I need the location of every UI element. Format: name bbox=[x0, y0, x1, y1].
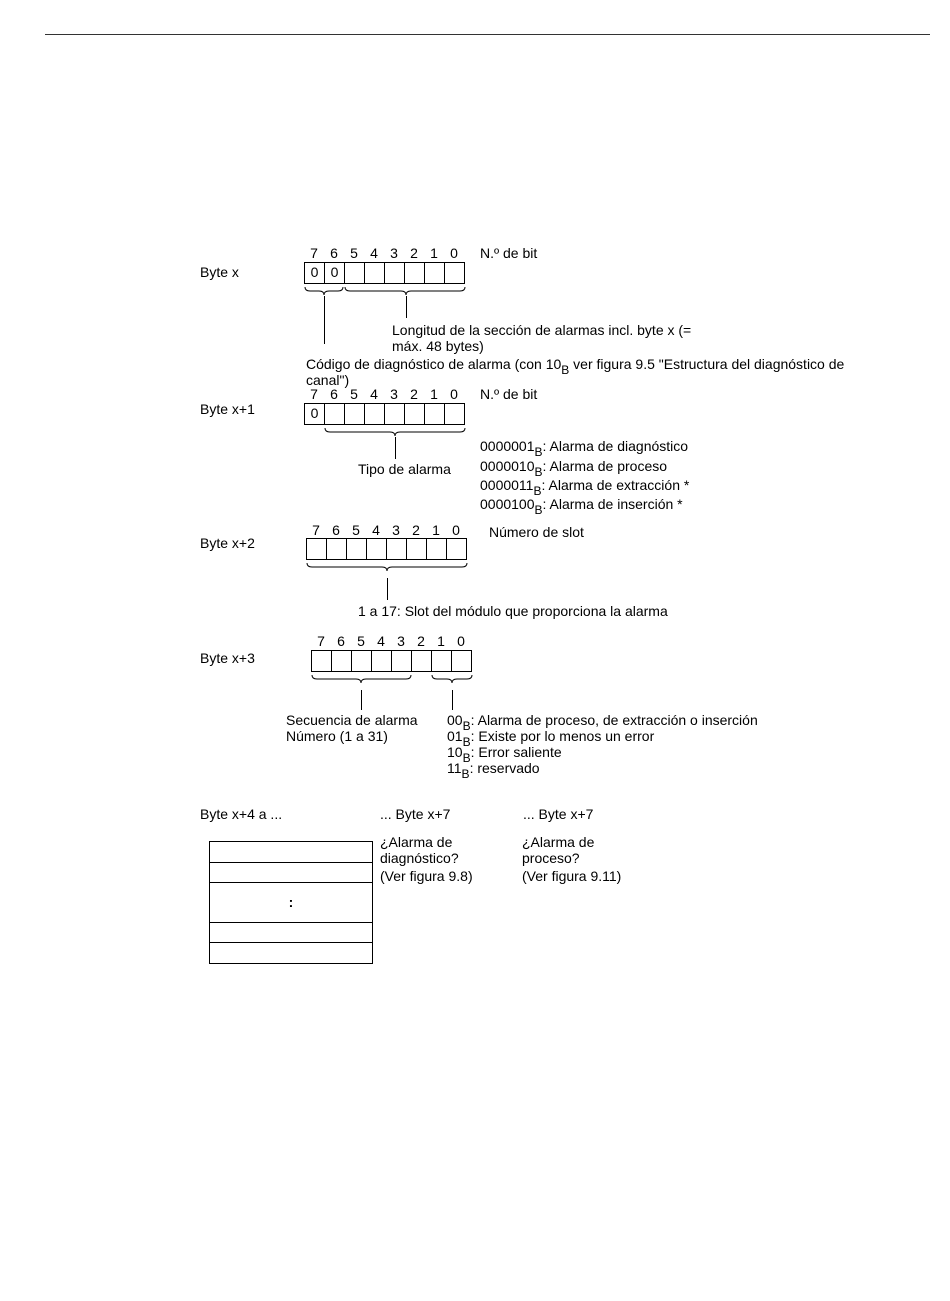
sequence-range: Número (1 a 31) bbox=[286, 728, 388, 744]
bit-cell bbox=[345, 263, 365, 283]
leader-line bbox=[361, 690, 362, 710]
bit-cell bbox=[332, 651, 352, 671]
bit-number: 5 bbox=[350, 245, 358, 261]
sequence-label: Secuencia de alarma bbox=[286, 712, 418, 728]
bit-number: 0 bbox=[450, 245, 458, 261]
bit-number: 7 bbox=[310, 245, 318, 261]
header-rule bbox=[45, 34, 930, 35]
bit-number: 4 bbox=[370, 386, 378, 402]
bit-cell bbox=[432, 651, 452, 671]
brace-bits-7-0 bbox=[306, 562, 468, 572]
bit-cell bbox=[372, 651, 392, 671]
byte-x3-register bbox=[311, 650, 472, 672]
bit-number: 2 bbox=[410, 245, 418, 261]
alarm-type-label: Tipo de alarma bbox=[358, 461, 451, 477]
bit-cell bbox=[452, 651, 472, 671]
bit-number: 7 bbox=[317, 633, 325, 649]
bit-numbers-byte-x3 bbox=[311, 633, 473, 649]
byte-x7-label-diag: ... Byte x+7 bbox=[380, 806, 451, 822]
bit-number: 1 bbox=[430, 386, 438, 402]
byte-x4-label: Byte x+4 a ... bbox=[200, 806, 283, 822]
byte-x-label: Byte x bbox=[200, 264, 239, 280]
bit-numbers-byte-x bbox=[304, 245, 466, 261]
bit-number: 7 bbox=[312, 522, 320, 538]
bit-number: 5 bbox=[352, 522, 360, 538]
bit-cell bbox=[427, 539, 447, 559]
bit-cell bbox=[307, 539, 327, 559]
diag-alarm-ref: (Ver figura 9.8) bbox=[380, 868, 473, 884]
bit-number: 0 bbox=[450, 386, 458, 402]
bit-number-label: N.º de bit bbox=[480, 245, 538, 261]
table-row bbox=[210, 923, 372, 943]
bit-number: 6 bbox=[330, 245, 338, 261]
bit-number: 7 bbox=[310, 386, 318, 402]
table-row bbox=[210, 863, 372, 883]
brace-bits-1-0 bbox=[311, 674, 473, 684]
bit-cell bbox=[385, 263, 405, 283]
error-code-item: $01_B$: Existe por lo menos un error bbox=[447, 728, 655, 749]
bit-cell bbox=[447, 539, 467, 559]
bit-cell bbox=[412, 651, 432, 671]
byte-x1-register bbox=[304, 403, 465, 425]
length-description: Longitud de la sección de alarmas incl. byte x (= máx. 48 bytes) bbox=[392, 322, 692, 354]
error-code-item: $10_B$: Error saliente bbox=[447, 744, 562, 765]
table-row-ellipsis: : bbox=[210, 883, 372, 923]
bit-cell bbox=[325, 404, 345, 424]
bit-cell bbox=[352, 651, 372, 671]
brace-bits-5-0 bbox=[304, 286, 466, 296]
bit-cell bbox=[445, 404, 465, 424]
alarm-type-item: $0000011_B$: Alarma de extracción * bbox=[480, 477, 690, 498]
bit-number: 4 bbox=[370, 245, 378, 261]
bit-cell bbox=[327, 539, 347, 559]
bit-number: 6 bbox=[332, 522, 340, 538]
bit-cell bbox=[445, 263, 465, 283]
byte-x-register bbox=[304, 262, 465, 284]
leader-line bbox=[406, 296, 407, 318]
bit-cell bbox=[407, 539, 427, 559]
bit-number: 4 bbox=[377, 633, 385, 649]
bit-number: 3 bbox=[390, 245, 398, 261]
byte-x1-label: Byte x+1 bbox=[200, 401, 255, 417]
bit-number: 0 bbox=[452, 522, 460, 538]
bit-number: 2 bbox=[417, 633, 425, 649]
bit-number: 0 bbox=[457, 633, 465, 649]
bit-numbers-byte-x2 bbox=[306, 522, 468, 538]
bit-cell bbox=[405, 404, 425, 424]
bit-number: 5 bbox=[357, 633, 365, 649]
bit-cell bbox=[392, 651, 412, 671]
bit-number: 2 bbox=[412, 522, 420, 538]
proc-alarm-ref: (Ver figura 9.11) bbox=[522, 868, 622, 884]
bit-cell: 0 bbox=[305, 263, 325, 283]
diag-alarm-question: ¿Alarma de diagnóstico? bbox=[380, 834, 459, 866]
error-code-item: $00_B$: Alarma de proceso, de extracción o inserción bbox=[447, 712, 758, 733]
bit-number-label: N.º de bit bbox=[480, 386, 538, 402]
bit-cell bbox=[365, 404, 385, 424]
byte-x2-label: Byte x+2 bbox=[200, 535, 255, 551]
bit-number: 2 bbox=[410, 386, 418, 402]
bit-numbers-byte-x1 bbox=[304, 386, 466, 402]
proc-alarm-question: ¿Alarma de proceso? bbox=[522, 834, 595, 866]
leader-line bbox=[387, 578, 388, 600]
bit-cell bbox=[365, 263, 385, 283]
leader-line bbox=[452, 690, 453, 710]
bit-number: 5 bbox=[350, 386, 358, 402]
bit-number: 1 bbox=[430, 245, 438, 261]
bit-number: 1 bbox=[432, 522, 440, 538]
bit-number: 6 bbox=[330, 386, 338, 402]
bit-number: 6 bbox=[337, 633, 345, 649]
bit-number: 4 bbox=[372, 522, 380, 538]
bit-cell: 0 bbox=[325, 263, 345, 283]
byte-x2-register bbox=[306, 538, 467, 560]
bit-cell bbox=[425, 263, 445, 283]
leader-line bbox=[324, 296, 325, 344]
bit-cell bbox=[367, 539, 387, 559]
table-row bbox=[210, 842, 372, 863]
bit-number: 3 bbox=[397, 633, 405, 649]
alarm-type-item: $0000001_B$: Alarma de diagnóstico bbox=[480, 438, 689, 459]
diag-code-description: Código de diagnóstico de alarma (con $10_B$ ver figura 9.5 "Estructura del diagnóstico de canal") bbox=[306, 356, 845, 388]
leader-line bbox=[395, 437, 396, 459]
byte-x7-label-proc: ... Byte x+7 bbox=[523, 806, 594, 822]
bit-number: 3 bbox=[390, 386, 398, 402]
slot-number-label: Número de slot bbox=[489, 524, 584, 540]
error-code-item: $11_B$: reservado bbox=[447, 760, 540, 781]
byte-x3-label: Byte x+3 bbox=[200, 650, 255, 666]
bit-cell bbox=[405, 263, 425, 283]
alarm-type-item: $0000010_B$: Alarma de proceso bbox=[480, 458, 668, 479]
bit-number: 1 bbox=[437, 633, 445, 649]
bit-cell bbox=[345, 404, 365, 424]
bit-cell bbox=[387, 539, 407, 559]
alarm-type-item: $0000100_B$: Alarma de inserción * bbox=[480, 496, 683, 517]
bit-cell bbox=[312, 651, 332, 671]
bit-number: 3 bbox=[392, 522, 400, 538]
slot-description: 1 a 17: Slot del módulo que proporciona la alarma bbox=[358, 603, 668, 619]
bytes-x4-x7-table bbox=[209, 841, 373, 964]
bit-cell bbox=[425, 404, 445, 424]
bit-cell bbox=[347, 539, 367, 559]
bit-cell: 0 bbox=[305, 404, 325, 424]
brace-bits-6-0 bbox=[304, 427, 466, 437]
bit-cell bbox=[385, 404, 405, 424]
table-row bbox=[210, 943, 372, 964]
